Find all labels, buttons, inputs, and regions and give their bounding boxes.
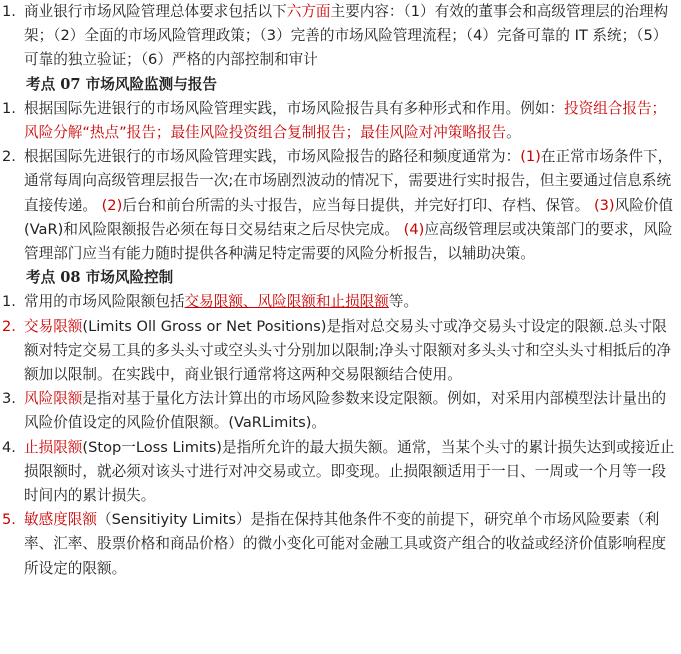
marker-4: (4) [403, 220, 425, 238]
item-text: 常用的市场风险限额包括交易限额、风险限额和止损限额等。 [24, 293, 419, 311]
marker-2: (2) [101, 196, 123, 214]
item-text: 根据国际先进银行的市场风险管理实践，市场风险报告的路径和频度通常为：(1)在正常市场条件下，通常每周向高级管理层报告一次;在市场剧烈波动的情况下，需要进行实时报告，但主要通过信息系统直接传递。 (2)后台和前台所需的头寸报告，应当每日提供，并完好打印、存档、保管。 (3)风险价值(VaR)和风险限额报告必须在每日交易结束之后尽快完成。 (4)应高级管理层或决策部门的要求，风险管理部门应当有能力随时提供各种满足特定需要的风险分析报告，以辅助决策。 [24, 148, 674, 263]
section-heading-07: 考点 07 市场风险监测与报告 [26, 75, 218, 93]
list-item [0, 387, 681, 435]
item-text: 交易限额(Limits Oll Gross or Net Positions)是指对总交易头寸或净交易头寸设定的限额.总头寸限额对特定交易工具的多头头寸或空头头寸分别加以限制;净头寸限额对多头头寸和空头头寸相抵后的净额加以限制。在实践中，商业银行通常将这两种交易限额结合使用。 [24, 317, 672, 384]
item-number: 1. [2, 293, 16, 311]
item-number: 4. [2, 438, 16, 456]
list-item [0, 290, 681, 314]
section-heading-08: 考点 08 市场风险控制 [26, 269, 174, 287]
list-item [0, 145, 681, 266]
item-text: 商业银行市场风险管理总体要求包括以下六方面主要内容：（1）有效的董事会和高级管理层的治理构架；（2）全面的市场风险管理政策；（3）完善的市场风险管理流程；（4）完备可靠的 IT 系统；（5）可靠的独立验证；（6）严格的内部控制和审计 [24, 3, 669, 69]
item-text: 风险限额是指对基于量化方法计算出的市场风险参数来设定限额。例如，对采用内部模型法计量出的风险价值设定的风险价值限额。(VaRLimits)。 [24, 390, 667, 432]
marker-3: (3) [593, 196, 615, 214]
item-number: 1. [2, 99, 16, 117]
item-text: 敏感度限额（Sensitiyity Limits）是指在保持其他条件不变的前提下，研究单个市场风险要素（利率、汇率、股票价格和商品价格）的微小变化可能对金融工具或资产组合的收益或经济价值影响程度所设定的限额。 [24, 511, 667, 577]
highlight-text: 交易限额 [24, 317, 83, 335]
item-number: 2. [2, 148, 16, 166]
marker-1: (1) [520, 148, 541, 166]
item-number: 1. [2, 3, 16, 20]
item-text: 止损限额(Stop一Loss Limits)是指所允许的最大损失额。通常，当某个头寸的累计损失达到或接近止损限额时，就必须对该头寸进行对冲交易或立。即变现。止损限额适用于一日、一周或一个月等一段时间内的累计损失。 [24, 438, 675, 505]
highlight-text: 止损限额 [24, 438, 83, 456]
list-item [0, 97, 681, 145]
underlined-highlight: 交易限额、风险限额和止损限额 [184, 293, 389, 311]
highlight-text: 风险限额 [24, 390, 83, 408]
item-number: 2. [2, 317, 16, 335]
list-item [0, 0, 681, 73]
item-number: 3. [2, 390, 16, 408]
item-text: 根据国际先进银行的市场风险管理实践，市场风险报告具有多种形式和作用。例如：投资组合报告；风险分解“热点”报告；最佳风险投资组合复制报告；最佳风险对冲策略报告。 [24, 99, 667, 142]
highlight-text: 六方面 [286, 3, 331, 20]
highlight-text: 投资组合报告；风险分解“热点”报告；最佳风险投资组合复制报告；最佳风险对冲策略报告 [24, 99, 667, 142]
list-item [0, 315, 681, 388]
list-item [0, 436, 681, 509]
list-item [0, 508, 681, 581]
item-number: 5. [2, 511, 16, 529]
highlight-text: 敏感度限额 [24, 511, 97, 529]
